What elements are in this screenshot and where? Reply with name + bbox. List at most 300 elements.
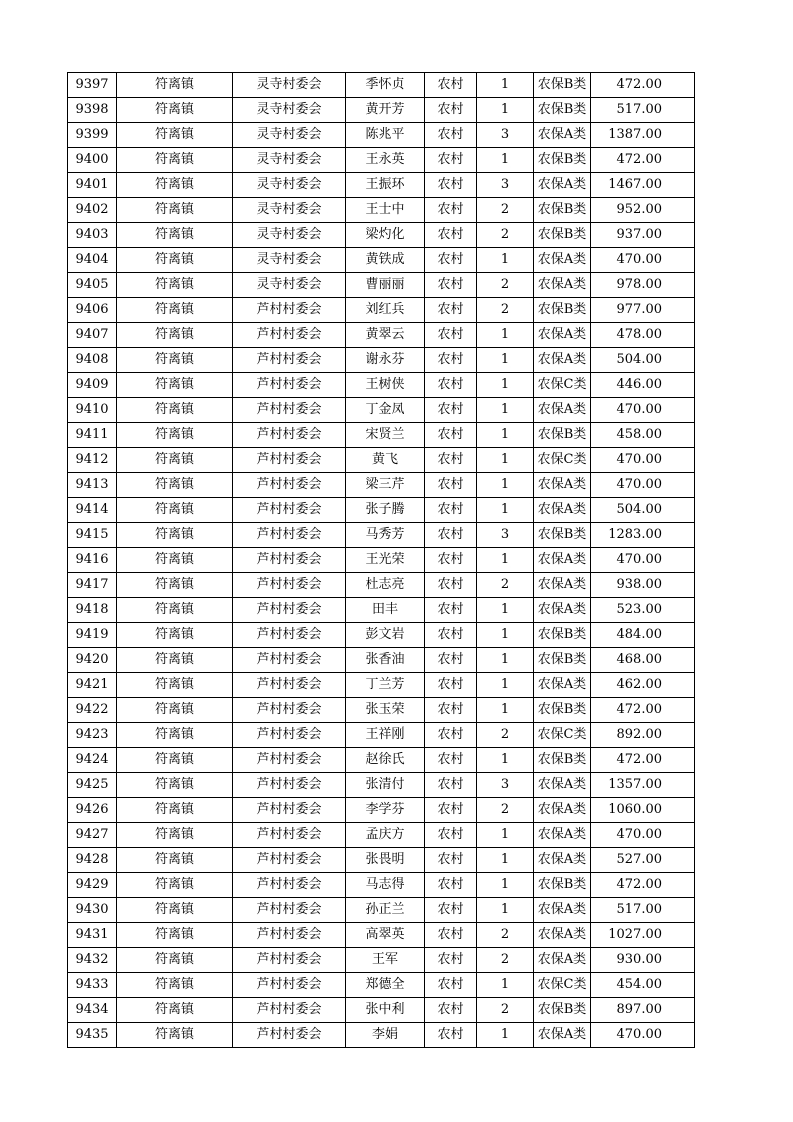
town-cell: 符离镇	[117, 523, 233, 548]
village-committee-cell: 芦村村委会	[233, 348, 346, 373]
household-count-cell: 3	[477, 523, 534, 548]
person-name-cell: 黄铁成	[346, 248, 425, 273]
household-count-cell: 1	[477, 323, 534, 348]
insurance-category-cell: 农保A类	[534, 848, 591, 873]
insurance-category-cell: 农保B类	[534, 423, 591, 448]
record-number-cell: 9404	[68, 248, 117, 273]
area-type-cell: 农村	[425, 248, 477, 273]
table-row	[68, 448, 695, 473]
town-cell: 符离镇	[117, 673, 233, 698]
amount-cell: 517.00	[591, 98, 695, 123]
person-name-cell: 郑德全	[346, 973, 425, 998]
record-number-cell: 9408	[68, 348, 117, 373]
data-table	[67, 72, 695, 1048]
table-row	[68, 148, 695, 173]
table-row	[68, 923, 695, 948]
town-cell: 符离镇	[117, 223, 233, 248]
village-committee-cell: 芦村村委会	[233, 623, 346, 648]
amount-cell: 472.00	[591, 698, 695, 723]
person-name-cell: 谢永芬	[346, 348, 425, 373]
amount-cell: 1283.00	[591, 523, 695, 548]
household-count-cell: 1	[477, 898, 534, 923]
record-number-cell: 9425	[68, 773, 117, 798]
insurance-category-cell: 农保A类	[534, 898, 591, 923]
area-type-cell: 农村	[425, 323, 477, 348]
village-committee-cell: 灵寺村委会	[233, 73, 346, 98]
area-type-cell: 农村	[425, 673, 477, 698]
person-name-cell: 张中利	[346, 998, 425, 1023]
record-number-cell: 9430	[68, 898, 117, 923]
amount-cell: 472.00	[591, 73, 695, 98]
village-committee-cell: 芦村村委会	[233, 523, 346, 548]
household-count-cell: 1	[477, 598, 534, 623]
person-name-cell: 王光荣	[346, 548, 425, 573]
village-committee-cell: 芦村村委会	[233, 648, 346, 673]
town-cell: 符离镇	[117, 748, 233, 773]
table-row	[68, 98, 695, 123]
village-committee-cell: 芦村村委会	[233, 698, 346, 723]
insurance-category-cell: 农保B类	[534, 223, 591, 248]
household-count-cell: 1	[477, 698, 534, 723]
village-committee-cell: 芦村村委会	[233, 798, 346, 823]
person-name-cell: 张清付	[346, 773, 425, 798]
town-cell: 符离镇	[117, 598, 233, 623]
record-number-cell: 9398	[68, 98, 117, 123]
town-cell: 符离镇	[117, 923, 233, 948]
insurance-category-cell: 农保B类	[534, 148, 591, 173]
household-count-cell: 1	[477, 473, 534, 498]
household-count-cell: 1	[477, 248, 534, 273]
table-row	[68, 748, 695, 773]
area-type-cell: 农村	[425, 173, 477, 198]
table-row	[68, 73, 695, 98]
village-committee-cell: 灵寺村委会	[233, 273, 346, 298]
record-number-cell: 9418	[68, 598, 117, 623]
person-name-cell: 张香油	[346, 648, 425, 673]
amount-cell: 470.00	[591, 1023, 695, 1048]
table-row	[68, 523, 695, 548]
table-row	[68, 1023, 695, 1048]
table-row	[68, 848, 695, 873]
village-committee-cell: 芦村村委会	[233, 998, 346, 1023]
town-cell: 符离镇	[117, 948, 233, 973]
amount-cell: 952.00	[591, 198, 695, 223]
person-name-cell: 李学芬	[346, 798, 425, 823]
record-number-cell: 9416	[68, 548, 117, 573]
household-count-cell: 2	[477, 798, 534, 823]
household-count-cell: 2	[477, 223, 534, 248]
amount-cell: 470.00	[591, 823, 695, 848]
area-type-cell: 农村	[425, 848, 477, 873]
insurance-category-cell: 农保B类	[534, 648, 591, 673]
village-committee-cell: 芦村村委会	[233, 548, 346, 573]
person-name-cell: 张子腾	[346, 498, 425, 523]
record-number-cell: 9397	[68, 73, 117, 98]
person-name-cell: 田丰	[346, 598, 425, 623]
town-cell: 符离镇	[117, 323, 233, 348]
town-cell: 符离镇	[117, 423, 233, 448]
record-number-cell: 9409	[68, 373, 117, 398]
record-number-cell: 9421	[68, 673, 117, 698]
household-count-cell: 1	[477, 873, 534, 898]
insurance-category-cell: 农保B类	[534, 748, 591, 773]
insurance-category-cell: 农保A类	[534, 473, 591, 498]
area-type-cell: 农村	[425, 148, 477, 173]
area-type-cell: 农村	[425, 723, 477, 748]
table-row	[68, 823, 695, 848]
person-name-cell: 黄飞	[346, 448, 425, 473]
person-name-cell: 马志得	[346, 873, 425, 898]
household-count-cell: 2	[477, 573, 534, 598]
record-number-cell: 9417	[68, 573, 117, 598]
person-name-cell: 丁金凤	[346, 398, 425, 423]
household-count-cell: 1	[477, 73, 534, 98]
village-committee-cell: 芦村村委会	[233, 723, 346, 748]
household-count-cell: 2	[477, 298, 534, 323]
insurance-category-cell: 农保A类	[534, 673, 591, 698]
person-name-cell: 王祥刚	[346, 723, 425, 748]
person-name-cell: 梁灼化	[346, 223, 425, 248]
table-row	[68, 998, 695, 1023]
town-cell: 符离镇	[117, 298, 233, 323]
town-cell: 符离镇	[117, 398, 233, 423]
area-type-cell: 农村	[425, 948, 477, 973]
record-number-cell: 9426	[68, 798, 117, 823]
village-committee-cell: 芦村村委会	[233, 498, 346, 523]
record-number-cell: 9424	[68, 748, 117, 773]
table-row	[68, 123, 695, 148]
area-type-cell: 农村	[425, 223, 477, 248]
amount-cell: 978.00	[591, 273, 695, 298]
amount-cell: 462.00	[591, 673, 695, 698]
area-type-cell: 农村	[425, 373, 477, 398]
table-row	[68, 423, 695, 448]
insurance-category-cell: 农保C类	[534, 373, 591, 398]
amount-cell: 938.00	[591, 573, 695, 598]
household-count-cell: 1	[477, 648, 534, 673]
insurance-category-cell: 农保B类	[534, 298, 591, 323]
table-row	[68, 948, 695, 973]
household-count-cell: 3	[477, 773, 534, 798]
town-cell: 符离镇	[117, 773, 233, 798]
record-number-cell: 9402	[68, 198, 117, 223]
area-type-cell: 农村	[425, 623, 477, 648]
area-type-cell: 农村	[425, 648, 477, 673]
insurance-category-cell: 农保A类	[534, 348, 591, 373]
table-row	[68, 898, 695, 923]
household-count-cell: 1	[477, 548, 534, 573]
record-number-cell: 9405	[68, 273, 117, 298]
town-cell: 符离镇	[117, 98, 233, 123]
record-number-cell: 9414	[68, 498, 117, 523]
household-count-cell: 2	[477, 723, 534, 748]
household-count-cell: 1	[477, 498, 534, 523]
table-row	[68, 348, 695, 373]
insurance-category-cell: 农保A类	[534, 248, 591, 273]
household-count-cell: 1	[477, 423, 534, 448]
amount-cell: 523.00	[591, 598, 695, 623]
town-cell: 符离镇	[117, 348, 233, 373]
insurance-category-cell: 农保B类	[534, 523, 591, 548]
person-name-cell: 赵徐氏	[346, 748, 425, 773]
area-type-cell: 农村	[425, 198, 477, 223]
village-committee-cell: 芦村村委会	[233, 673, 346, 698]
village-committee-cell: 灵寺村委会	[233, 98, 346, 123]
town-cell: 符离镇	[117, 573, 233, 598]
village-committee-cell: 芦村村委会	[233, 948, 346, 973]
record-number-cell: 9433	[68, 973, 117, 998]
person-name-cell: 杜志亮	[346, 573, 425, 598]
amount-cell: 470.00	[591, 473, 695, 498]
town-cell: 符离镇	[117, 998, 233, 1023]
area-type-cell: 农村	[425, 898, 477, 923]
record-number-cell: 9428	[68, 848, 117, 873]
area-type-cell: 农村	[425, 73, 477, 98]
insurance-category-cell: 农保B类	[534, 873, 591, 898]
town-cell: 符离镇	[117, 198, 233, 223]
area-type-cell: 农村	[425, 348, 477, 373]
insurance-category-cell: 农保A类	[534, 123, 591, 148]
person-name-cell: 王军	[346, 948, 425, 973]
amount-cell: 504.00	[591, 348, 695, 373]
village-committee-cell: 芦村村委会	[233, 448, 346, 473]
area-type-cell: 农村	[425, 973, 477, 998]
person-name-cell: 高翠英	[346, 923, 425, 948]
household-count-cell: 1	[477, 98, 534, 123]
area-type-cell: 农村	[425, 798, 477, 823]
table-row	[68, 973, 695, 998]
household-count-cell: 1	[477, 848, 534, 873]
town-cell: 符离镇	[117, 173, 233, 198]
area-type-cell: 农村	[425, 873, 477, 898]
amount-cell: 472.00	[591, 148, 695, 173]
town-cell: 符离镇	[117, 648, 233, 673]
area-type-cell: 农村	[425, 98, 477, 123]
town-cell: 符离镇	[117, 723, 233, 748]
town-cell: 符离镇	[117, 498, 233, 523]
table-row	[68, 723, 695, 748]
record-number-cell: 9411	[68, 423, 117, 448]
insurance-category-cell: 农保B类	[534, 98, 591, 123]
record-number-cell: 9413	[68, 473, 117, 498]
table-row	[68, 373, 695, 398]
table-row	[68, 798, 695, 823]
village-committee-cell: 芦村村委会	[233, 973, 346, 998]
household-count-cell: 2	[477, 948, 534, 973]
table-row	[68, 873, 695, 898]
amount-cell: 472.00	[591, 748, 695, 773]
area-type-cell: 农村	[425, 823, 477, 848]
record-number-cell: 9412	[68, 448, 117, 473]
table-row	[68, 273, 695, 298]
amount-cell: 1387.00	[591, 123, 695, 148]
household-count-cell: 2	[477, 198, 534, 223]
household-count-cell: 2	[477, 273, 534, 298]
record-number-cell: 9403	[68, 223, 117, 248]
insurance-category-cell: 农保A类	[534, 1023, 591, 1048]
insurance-category-cell: 农保A类	[534, 273, 591, 298]
village-committee-cell: 芦村村委会	[233, 898, 346, 923]
person-name-cell: 马秀芳	[346, 523, 425, 548]
insurance-category-cell: 农保B类	[534, 623, 591, 648]
town-cell: 符离镇	[117, 73, 233, 98]
area-type-cell: 农村	[425, 448, 477, 473]
insurance-category-cell: 农保A类	[534, 498, 591, 523]
record-number-cell: 9420	[68, 648, 117, 673]
town-cell: 符离镇	[117, 848, 233, 873]
table-row	[68, 673, 695, 698]
village-committee-cell: 灵寺村委会	[233, 173, 346, 198]
insurance-category-cell: 农保A类	[534, 573, 591, 598]
table-row	[68, 698, 695, 723]
insurance-category-cell: 农保A类	[534, 773, 591, 798]
table-row	[68, 623, 695, 648]
insurance-category-cell: 农保A类	[534, 173, 591, 198]
amount-cell: 470.00	[591, 548, 695, 573]
town-cell: 符离镇	[117, 373, 233, 398]
village-committee-cell: 芦村村委会	[233, 773, 346, 798]
area-type-cell: 农村	[425, 748, 477, 773]
table-row	[68, 598, 695, 623]
amount-cell: 1027.00	[591, 923, 695, 948]
area-type-cell: 农村	[425, 773, 477, 798]
amount-cell: 470.00	[591, 398, 695, 423]
area-type-cell: 农村	[425, 523, 477, 548]
person-name-cell: 王永英	[346, 148, 425, 173]
record-number-cell: 9432	[68, 948, 117, 973]
household-count-cell: 1	[477, 448, 534, 473]
table-row	[68, 198, 695, 223]
table-row	[68, 473, 695, 498]
insurance-category-cell: 农保B类	[534, 698, 591, 723]
area-type-cell: 农村	[425, 298, 477, 323]
person-name-cell: 张玉荣	[346, 698, 425, 723]
village-committee-cell: 芦村村委会	[233, 598, 346, 623]
town-cell: 符离镇	[117, 898, 233, 923]
record-number-cell: 9429	[68, 873, 117, 898]
record-number-cell: 9406	[68, 298, 117, 323]
village-committee-cell: 芦村村委会	[233, 298, 346, 323]
insurance-category-cell: 农保B类	[534, 198, 591, 223]
town-cell: 符离镇	[117, 123, 233, 148]
household-count-cell: 1	[477, 373, 534, 398]
insurance-category-cell: 农保B类	[534, 73, 591, 98]
amount-cell: 1357.00	[591, 773, 695, 798]
record-number-cell: 9410	[68, 398, 117, 423]
record-number-cell: 9434	[68, 998, 117, 1023]
town-cell: 符离镇	[117, 148, 233, 173]
village-committee-cell: 芦村村委会	[233, 748, 346, 773]
area-type-cell: 农村	[425, 573, 477, 598]
household-count-cell: 1	[477, 398, 534, 423]
area-type-cell: 农村	[425, 1023, 477, 1048]
household-count-cell: 2	[477, 923, 534, 948]
record-number-cell: 9415	[68, 523, 117, 548]
insurance-category-cell: 农保A类	[534, 548, 591, 573]
amount-cell: 454.00	[591, 973, 695, 998]
record-number-cell: 9423	[68, 723, 117, 748]
person-name-cell: 黄开芳	[346, 98, 425, 123]
insurance-category-cell: 农保C类	[534, 448, 591, 473]
table-row	[68, 223, 695, 248]
amount-cell: 937.00	[591, 223, 695, 248]
person-name-cell: 梁三芹	[346, 473, 425, 498]
amount-cell: 468.00	[591, 648, 695, 673]
table-row	[68, 573, 695, 598]
area-type-cell: 农村	[425, 998, 477, 1023]
insurance-category-cell: 农保A类	[534, 798, 591, 823]
table-row	[68, 173, 695, 198]
person-name-cell: 刘红兵	[346, 298, 425, 323]
person-name-cell: 李娟	[346, 1023, 425, 1048]
table-row	[68, 248, 695, 273]
table-row	[68, 398, 695, 423]
insurance-category-cell: 农保A类	[534, 923, 591, 948]
household-count-cell: 1	[477, 148, 534, 173]
area-type-cell: 农村	[425, 498, 477, 523]
area-type-cell: 农村	[425, 923, 477, 948]
town-cell: 符离镇	[117, 798, 233, 823]
village-committee-cell: 灵寺村委会	[233, 123, 346, 148]
area-type-cell: 农村	[425, 548, 477, 573]
record-number-cell: 9407	[68, 323, 117, 348]
record-number-cell: 9401	[68, 173, 117, 198]
amount-cell: 504.00	[591, 498, 695, 523]
amount-cell: 527.00	[591, 848, 695, 873]
household-count-cell: 1	[477, 1023, 534, 1048]
insurance-category-cell: 农保A类	[534, 598, 591, 623]
record-number-cell: 9435	[68, 1023, 117, 1048]
village-committee-cell: 芦村村委会	[233, 873, 346, 898]
insurance-category-cell: 农保C类	[534, 723, 591, 748]
amount-cell: 472.00	[591, 873, 695, 898]
record-number-cell: 9431	[68, 923, 117, 948]
village-committee-cell: 灵寺村委会	[233, 198, 346, 223]
table-row	[68, 298, 695, 323]
village-committee-cell: 芦村村委会	[233, 473, 346, 498]
village-committee-cell: 灵寺村委会	[233, 248, 346, 273]
person-name-cell: 季怀贞	[346, 73, 425, 98]
town-cell: 符离镇	[117, 698, 233, 723]
record-number-cell: 9422	[68, 698, 117, 723]
town-cell: 符离镇	[117, 248, 233, 273]
village-committee-cell: 芦村村委会	[233, 1023, 346, 1048]
person-name-cell: 曹丽丽	[346, 273, 425, 298]
insurance-category-cell: 农保A类	[534, 823, 591, 848]
area-type-cell: 农村	[425, 273, 477, 298]
village-committee-cell: 芦村村委会	[233, 923, 346, 948]
town-cell: 符离镇	[117, 548, 233, 573]
area-type-cell: 农村	[425, 398, 477, 423]
insurance-category-cell: 农保A类	[534, 323, 591, 348]
town-cell: 符离镇	[117, 973, 233, 998]
insurance-category-cell: 农保C类	[534, 973, 591, 998]
town-cell: 符离镇	[117, 448, 233, 473]
record-number-cell: 9419	[68, 623, 117, 648]
amount-cell: 517.00	[591, 898, 695, 923]
village-committee-cell: 灵寺村委会	[233, 148, 346, 173]
person-name-cell: 彭文岩	[346, 623, 425, 648]
amount-cell: 930.00	[591, 948, 695, 973]
person-name-cell: 黄翠云	[346, 323, 425, 348]
person-name-cell: 宋贤兰	[346, 423, 425, 448]
village-committee-cell: 芦村村委会	[233, 823, 346, 848]
person-name-cell: 孙正兰	[346, 898, 425, 923]
amount-cell: 470.00	[591, 448, 695, 473]
village-committee-cell: 芦村村委会	[233, 573, 346, 598]
person-name-cell: 丁兰芳	[346, 673, 425, 698]
amount-cell: 484.00	[591, 623, 695, 648]
